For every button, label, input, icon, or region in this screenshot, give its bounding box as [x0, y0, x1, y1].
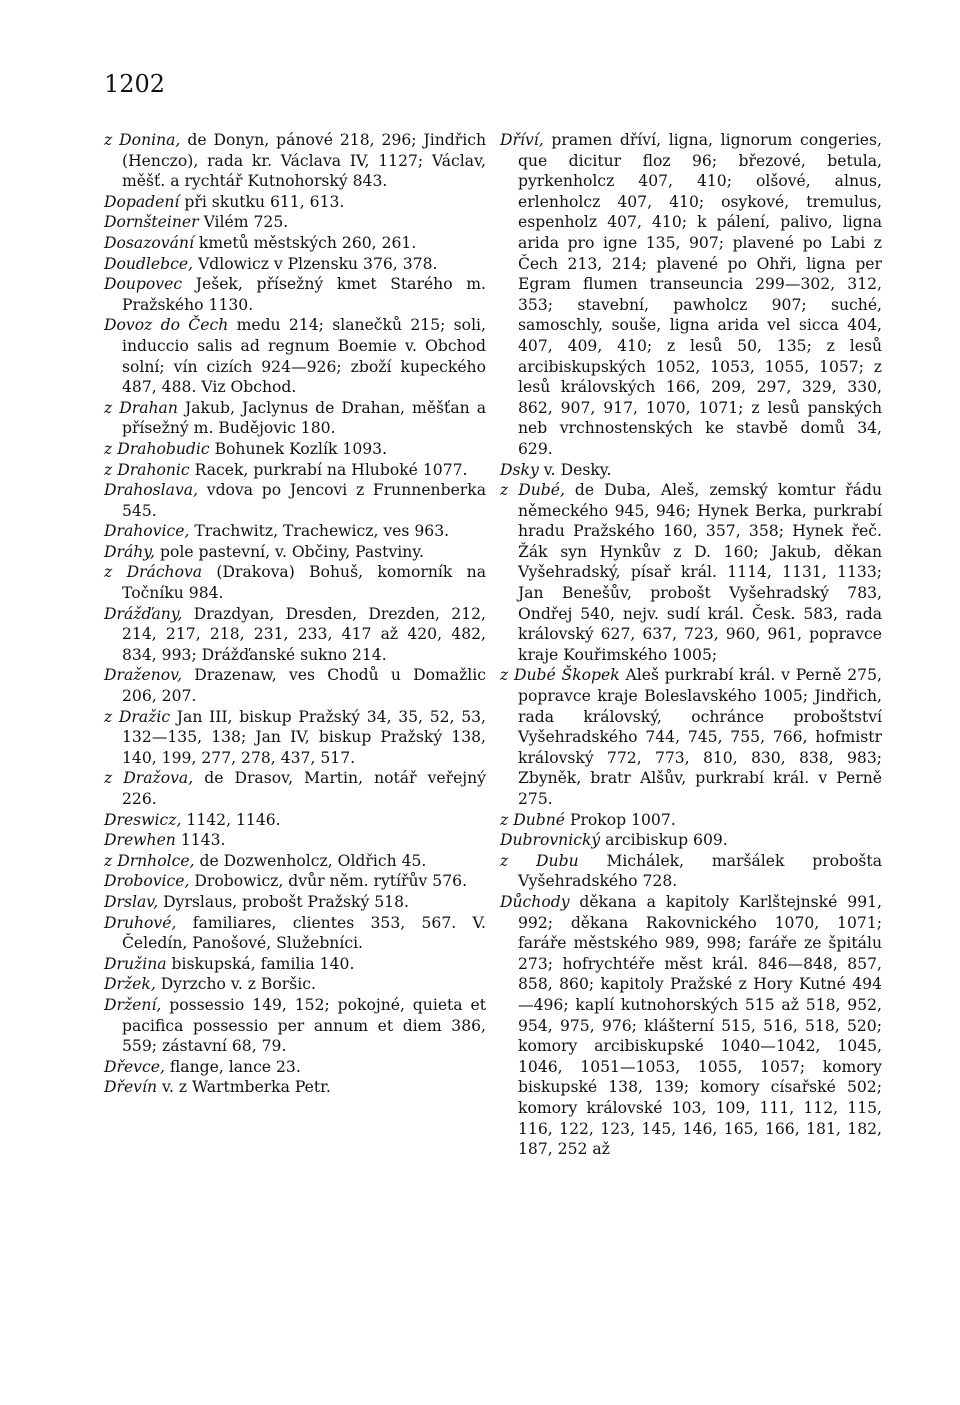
entry-prefix: z — [104, 707, 119, 726]
entry-headword: Drewhen — [104, 831, 176, 850]
entry-headword: Dopadení — [104, 192, 180, 211]
entry-headword: Dubu — [536, 851, 579, 870]
index-entry — [500, 665, 882, 809]
entry-text: Dyrslaus, probošt Pražský 518. — [158, 892, 409, 911]
entry-text: Jakub, Jaclynus de Drahan, měšťan a přísežný m. Budějovic 180. — [122, 398, 486, 438]
entry-prefix: z — [500, 810, 514, 829]
entry-headword: Doupovec — [104, 275, 183, 294]
index-entry — [104, 192, 486, 213]
entry-prefix: z — [104, 563, 127, 582]
right-column — [500, 130, 882, 1160]
entry-prefix: z — [104, 131, 120, 149]
entry-text: de Dozwenholcz, Oldřich 45. — [194, 851, 427, 870]
entry-text: 1142, 1146. — [181, 810, 281, 829]
index-entry — [500, 851, 882, 892]
entry-headword: Dubné — [513, 810, 565, 829]
entry-headword: Drahan — [119, 398, 178, 417]
left-column — [104, 130, 486, 1098]
index-entry — [104, 810, 486, 831]
entry-headword: Dsky — [500, 460, 539, 479]
index-entry — [500, 810, 882, 831]
entry-headword: Drahobudic — [117, 439, 210, 458]
entry-headword: Drahonic — [117, 460, 190, 479]
entry-text: v. Desky. — [538, 460, 612, 479]
entry-headword: Dříví, — [500, 131, 544, 149]
entry-text: při skutku 611, 613. — [179, 192, 345, 211]
index-entry — [104, 315, 486, 397]
index-entry — [104, 542, 486, 563]
index-entry — [500, 480, 882, 665]
entry-headword: Drobovice, — [104, 872, 190, 891]
entry-text: de Drasov, Martin, notář veřejný 226. — [122, 769, 486, 808]
entry-headword: Držení, — [104, 995, 162, 1014]
index-entry — [104, 1077, 486, 1098]
index-entry — [104, 480, 486, 521]
index-entry — [104, 460, 486, 481]
index-entry — [104, 665, 486, 706]
entry-text: arcibiskup 609. — [600, 831, 728, 850]
entry-headword: Draženov, — [104, 666, 183, 685]
index-entry — [104, 892, 486, 913]
entry-headword: Dubé Škopek — [514, 666, 620, 685]
entry-text: Vdlowicz v Plzensku 376, 378. — [193, 254, 438, 273]
index-entry — [104, 562, 486, 603]
entry-text: děkana a kapitoly Karlštejnské 991, 992; děkana Rakovnického 1070, 1071; faráře městského 989, 998; faráře ze špitálu 273; hofrychtéře měst král. 846—848, 857, 858, 860; kapitoly Pražské z Hory Kutné 494—496; kaplí kutnohorských 515 až 518, 952, 954, 975, 976; klášterní 515, 516, 518, 520; komory arcibiskupské 1040—1042, 1045, 1046, 1051—1053, 1055, 1057; komory biskupské 138, 139; komory císařské 502; komory královské 103, 109, 111, 112, 115, 116, 122, 123, 145, 146, 165, 166, 181, 182, 187, 252 až — [518, 892, 882, 1159]
entry-text: Jan III, biskup Pražský 34, 35, 52, 53, 132—135, 138; Jan IV, biskup Pražský 138, 140, 199, 277, 278, 437, 517. — [122, 707, 486, 767]
entry-prefix: z — [104, 398, 120, 417]
entry-prefix: z — [104, 460, 118, 479]
index-entry — [500, 892, 882, 1160]
entry-text: de Donyn, pánové 218, 296; Jindřich (Henczo), rada kr. Václava IV, 1127; Václav, měšť. a rychtář Kutnohorský 843. — [122, 131, 486, 191]
entry-text: biskupská, familia 140. — [166, 954, 355, 973]
index-entry — [104, 604, 486, 666]
entry-text: de Duba, Aleš, zemský komtur řádu německého 945, 946; Hynek Berka, purkrabí hradu Pražského 160, 357, 358; Hynek řeč. Žák syn Hynkův z D. 160; Jakub, děkan Vyšehradský, písař král. 1114, 1131, 1133; Jan Benešův, probošt Vyšehradský 783, Ondřej 540, nejv. sudí král. Česk. 583, rada královský 627, 637, 723, 960, 961, popravce kraje Kouřimského 1005; — [518, 481, 882, 664]
entry-text: Prokop 1007. — [565, 810, 676, 829]
entry-headword: Dráchova — [126, 563, 203, 582]
index-entry — [500, 830, 882, 851]
index-entry — [500, 460, 882, 481]
entry-headword: Dosazování — [104, 233, 194, 252]
entry-headword: Drahovice, — [104, 522, 190, 541]
entry-text: Drazenaw, ves Chodů u Domažlic 206, 207. — [122, 666, 486, 706]
index-entry — [104, 1057, 486, 1078]
entry-text: vdova po Jencovi z Frunnenberka 545. — [122, 481, 486, 520]
entry-headword: Družina — [104, 954, 167, 973]
index-entry — [104, 830, 486, 851]
entry-prefix: z — [500, 851, 537, 870]
entry-text: medu 214; slanečků 215; soli, inducсio salis ad regnum Boemie v. Obchod solní; vín cizích 924—926; zboží kupeckého 487, 488. Viz Obchod. — [122, 316, 487, 397]
entry-prefix: z — [104, 851, 118, 870]
entry-text: pole pastevní, v. Občiny, Pastviny. — [155, 542, 424, 561]
entry-prefix: z — [104, 769, 124, 788]
index-entry — [104, 913, 486, 954]
entry-headword: Dražova, — [123, 769, 194, 788]
entry-headword: Dřevín — [104, 1078, 158, 1097]
index-entry — [104, 707, 486, 769]
entry-text: Drazdyan, Dresden, Drezden, 212, 214, 217, 218, 231, 233, 417 až 420, 482, 834, 993; Drážďanské sukno 214. — [122, 604, 486, 664]
index-entry — [104, 439, 486, 460]
entry-prefix: z — [500, 666, 514, 685]
index-entry — [104, 995, 486, 1057]
entry-text: v. z Wartmberka Petr. — [157, 1078, 331, 1097]
entry-headword: Drahoslava, — [104, 481, 199, 500]
page-number: 1202 — [104, 70, 166, 98]
entry-headword: Dřevce, — [104, 1057, 165, 1076]
entry-headword: Dubé, — [518, 481, 565, 500]
entry-headword: Dubrovnický — [500, 831, 601, 850]
index-entry — [104, 233, 486, 254]
entry-text: Ješek, přísežný kmet Starého m. Pražského 1130. — [122, 275, 486, 314]
entry-headword: Důchody — [500, 892, 570, 911]
index-entry — [104, 254, 486, 275]
entry-text: kmetů městských 260, 261. — [193, 233, 417, 252]
entry-headword: Dornšteiner — [104, 213, 199, 232]
entry-text: Bohunek Kozlík 1093. — [209, 439, 388, 458]
entry-text: Dyrzcho v. z Boršic. — [155, 975, 316, 994]
entry-text: (Drakova) Bohuš, komorník na Točníku 984. — [122, 563, 486, 603]
entry-text: Aleš purkrabí král. v Perně 275, popravce kraje Boleslavského 1005; Jindřich, rada královský, ochránce proboštství Vyšehradského 744, 745, 755, 766, hofmistr královský 772, 773, 810, 830, 838, 983; Zbyněk, bratr Alšův, purkrabí král. v Perně 275. — [518, 666, 882, 808]
index-entry — [104, 974, 486, 995]
entry-headword: Dražic — [118, 707, 171, 726]
entry-headword: Dovoz do Čech — [104, 316, 229, 335]
index-entry — [104, 274, 486, 315]
entry-headword: Drnholce, — [117, 851, 195, 870]
index-entry — [104, 871, 486, 892]
entry-text: Racek, purkrabí na Hluboké 1077. — [189, 460, 468, 479]
entry-text: pramen dříví, ligna, lignorum congeries, que dicitur floz 96; březové, betula, pyrkenholcz 407, 410; olšové, alnus, erlenholcz 407, 410; osykové, tremulus, espenholz 407, 410; k pálení, palivo, ligna arida pro igne 135, 907; plavené po Labi z Čech 213, 214; plavené po Ohři, ligna per Egram flumen transeuncia 299—302, 312, 353; stavební, pawholcz 907; suché, samoschly, souše, ligna arida vel sicca 404, 407, 409, 410; z lesů 50, 135; z lesů arcibiskupských 1052, 1053, 1055, 1057; z lesů královských 166, 209, 297, 329, 330, 862, 907, 917, 1070, 1071; z lesů panských neb vrchnostenských ke stavbě domů 34, 629. — [518, 131, 882, 458]
entry-headword: Dreswicz, — [104, 810, 182, 829]
index-entry — [500, 130, 882, 460]
entry-prefix: z — [500, 481, 519, 500]
entry-headword: Dráhy, — [104, 542, 155, 561]
index-entry — [104, 521, 486, 542]
entry-text: familiares, clientes 353, 567. V. Čeledín, Panošové, Služebníci. — [122, 913, 486, 953]
entry-text: flange, lance 23. — [164, 1057, 301, 1076]
index-entry — [104, 212, 486, 233]
entry-text: 1143. — [175, 831, 226, 850]
entry-prefix: z — [104, 439, 118, 458]
entry-headword: Drážďany, — [104, 604, 183, 623]
index-entry — [104, 954, 486, 975]
entry-text: Trachwitz, Trachewicz, ves 963. — [189, 522, 450, 541]
index-entry — [104, 130, 486, 192]
entry-headword: Drslav, — [104, 892, 159, 911]
entry-text: Vilém 725. — [198, 213, 289, 232]
index-entry — [104, 398, 486, 439]
entry-text: Drobowicz, dvůr něm. rytířův 576. — [189, 872, 468, 891]
entry-headword: Donina, — [119, 131, 181, 149]
entry-text: possessio 149, 152; pokojné, quieta et pacifica possessio per annum et diem 386, 559; zástavní 68, 79. — [122, 995, 486, 1056]
index-entry — [104, 851, 486, 872]
entry-headword: Držek, — [104, 975, 156, 994]
entry-headword: Druhové, — [104, 913, 177, 932]
index-entry — [104, 768, 486, 809]
entry-headword: Doudlebce, — [104, 254, 194, 273]
entry-text: Michálek, maršálek probošta Vyšehradského 728. — [518, 851, 882, 891]
